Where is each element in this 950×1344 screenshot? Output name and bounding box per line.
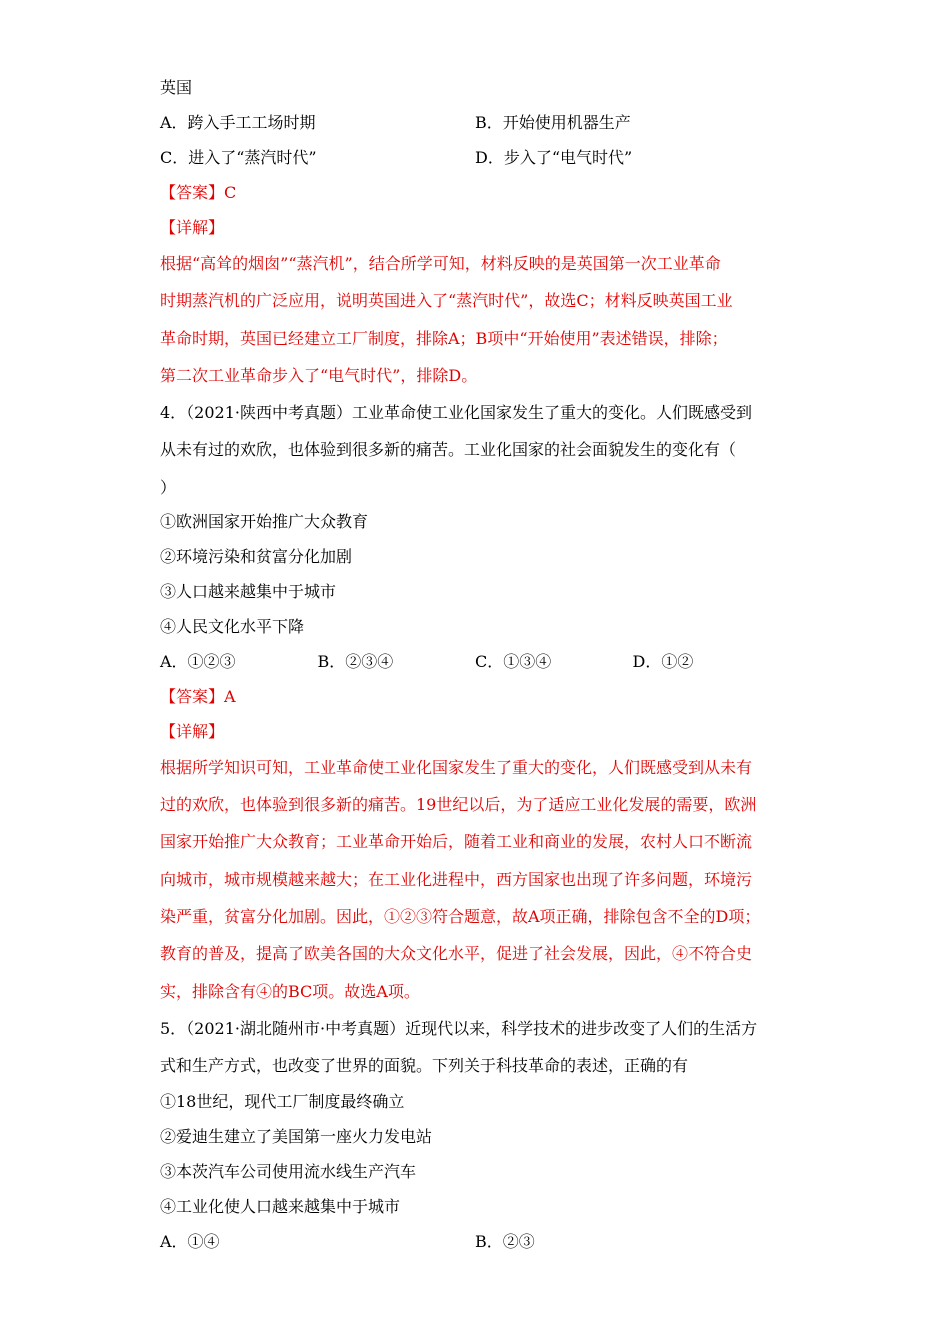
q4-explanation bbox=[160, 749, 790, 1010]
q4-stem-line: ） bbox=[160, 477, 177, 497]
q3-options-row-1 bbox=[160, 105, 790, 140]
q4-explanation-line: 染严重，贫富分化加剧。因此，①②③符合题意，故A项正确，排除包含不全的D项； bbox=[160, 906, 761, 926]
q5-statement-1: ①18世纪，现代工厂制度最终确立 bbox=[160, 1092, 405, 1112]
q4-options bbox=[160, 644, 790, 679]
q5-statement-2: ②爱迪生建立了美国第一座火力发电站 bbox=[160, 1127, 433, 1147]
q5-stem bbox=[160, 1010, 790, 1085]
q4-stem-line: 4．（2021·陕西中考真题）工业革命使工业化国家发生了重大的变化。人们既感受到 bbox=[160, 403, 752, 423]
q3-options-row-2 bbox=[160, 140, 790, 175]
q3-detail-label: 【详解】 bbox=[160, 218, 225, 237]
q4-option-a: A．①②③ bbox=[160, 651, 236, 671]
q4-explanation-line: 实，排除含有④的BC项。故选A项。 bbox=[160, 981, 420, 1001]
q3-option-b: B．开始使用机器生产 bbox=[475, 113, 631, 132]
q5-option-a: A．①④ bbox=[160, 1232, 220, 1252]
q4-option-d: D．①② bbox=[632, 651, 694, 671]
q3-explanation-line: 根据“高耸的烟囱”“蒸汽机”，结合所学可知，材料反映的是英国第一次工业革命 bbox=[160, 254, 721, 273]
q4-statement-1: ①欧洲国家开始推广大众教育 bbox=[160, 511, 369, 531]
q3-explanation-line: 时期蒸汽机的广泛应用，说明英国进入了“蒸汽时代”，故选C；材料反映英国工业 bbox=[160, 291, 733, 311]
q3-option-c: C．进入了“蒸汽时代” bbox=[160, 148, 317, 167]
q4-explanation-line: 国家开始推广大众教育；工业革命开始后，随着工业和商业的发展，农村人口不断流 bbox=[160, 832, 753, 852]
q4-stem bbox=[160, 394, 790, 504]
q3-explanation bbox=[160, 245, 790, 394]
q4-stem-line: 从未有过的欢欣，也体验到很多新的痛苦。工业化国家的社会面貌发生的变化有（ bbox=[160, 440, 737, 460]
q4-explanation-line: 根据所学知识可知，工业革命使工业化国家发生了重大的变化，人们既感受到从未有 bbox=[160, 757, 753, 777]
q4-explanation-line: 过的欢欣，也体验到很多新的痛苦。19世纪以后，为了适应工业化发展的需要，欧洲 bbox=[160, 795, 757, 815]
q3-explanation-line: 革命时期，英国已经建立工厂制度，排除A；B项中“开始使用”表述错误，排除； bbox=[160, 328, 728, 348]
q5-statement-3: ③本茨汽车公司使用流水线生产汽车 bbox=[160, 1162, 417, 1182]
q4-statement-3: ③人口越来越集中于城市 bbox=[160, 581, 337, 601]
q4-detail-label: 【详解】 bbox=[160, 721, 225, 741]
q5-stem-line: 式和生产方式，也改变了世界的面貌。下列关于科技革命的表述，正确的有 bbox=[160, 1056, 689, 1076]
q4-explanation-line: 教育的普及，提高了欧美各国的大众文化水平，促进了社会发展，因此，④不符合史 bbox=[160, 944, 753, 964]
q4-answer: 【答案】A bbox=[160, 686, 236, 706]
q4-statement-2: ②环境污染和贫富分化加剧 bbox=[160, 546, 353, 566]
q4-option-b: B．②③④ bbox=[317, 651, 394, 671]
q4-option-c: C．①③④ bbox=[475, 651, 552, 671]
q5-stem-line: 5．（2021·湖北随州市·中考真题）近现代以来，科学技术的进步改变了人们的生活方 bbox=[160, 1018, 758, 1038]
q3-explanation-line: 第二次工业革命步入了“电气时代”，排除D。 bbox=[160, 365, 478, 385]
q4-statement-4: ④人民文化水平下降 bbox=[160, 616, 305, 636]
q3-stem-tail: 英国 bbox=[160, 78, 193, 97]
document-page bbox=[160, 70, 790, 1259]
q3-option-d: D．步入了“电气时代” bbox=[475, 148, 633, 167]
q4-explanation-line: 向城市，城市规模越来越大；在工业化进程中，西方国家也出现了许多问题，环境污 bbox=[160, 869, 753, 889]
q3-option-a: A．跨入手工工场时期 bbox=[160, 113, 316, 132]
q3-answer: 【答案】C bbox=[160, 183, 237, 202]
q5-options bbox=[160, 1224, 790, 1259]
q5-option-b: B．②③ bbox=[475, 1232, 535, 1252]
q5-statement-4: ④工业化使人口越来越集中于城市 bbox=[160, 1197, 401, 1217]
